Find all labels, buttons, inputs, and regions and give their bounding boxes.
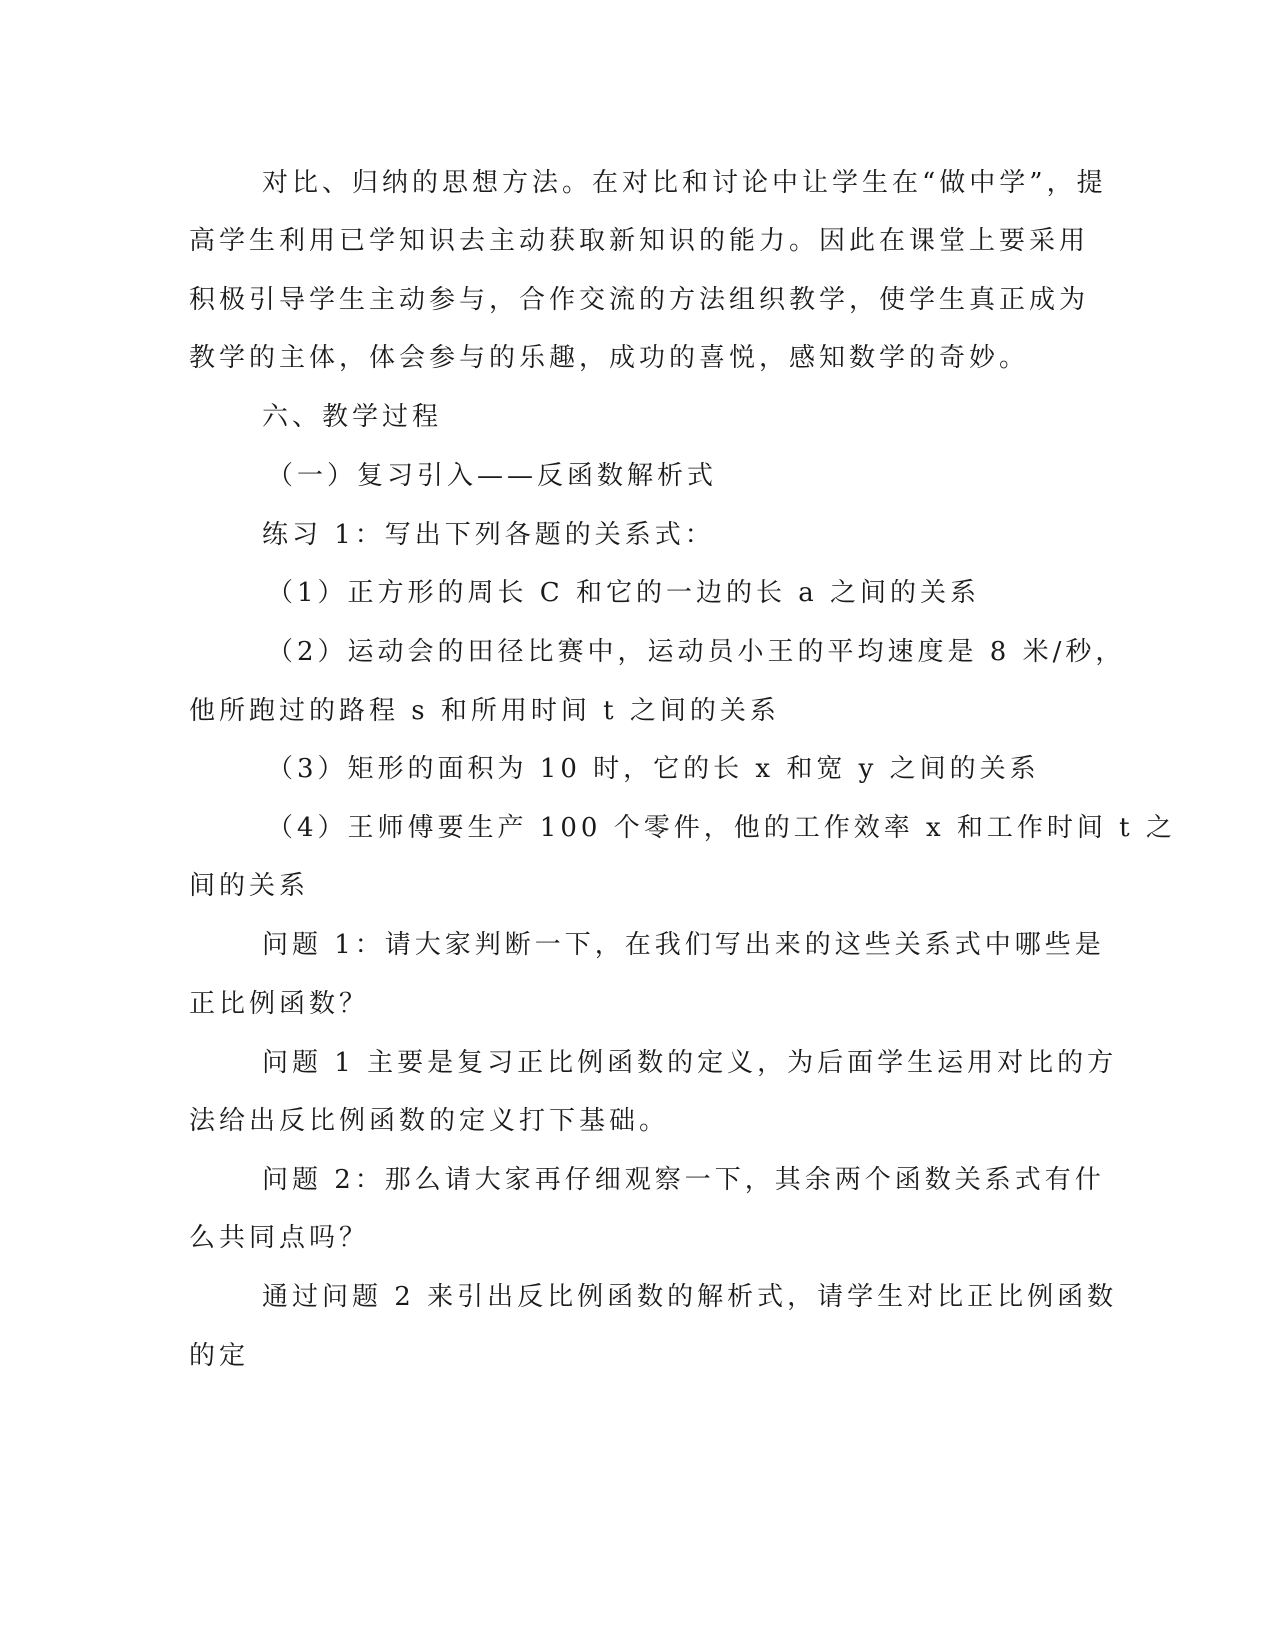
text-line: 么共同点吗？ <box>189 1223 370 1253</box>
question-text: 问题 1：请大家判断一下，在我们写出来的这些关系式中哪些是 <box>262 930 1105 960</box>
exercise-title: 练习 1：写出下列各题的关系式： <box>262 520 715 550</box>
exercise-item: （3）矩形的面积为 10 时，它的长 x 和宽 y 之间的关系 <box>267 754 1040 784</box>
text-line: 教学的主体，体会参与的乐趣，成功的喜悦，感知数学的奇妙。 <box>189 343 1030 373</box>
text-line: 正比例函数？ <box>189 989 370 1019</box>
exercise-item: （2）运动会的田径比赛中，运动员小王的平均速度是 8 米/秒， <box>267 637 1126 667</box>
explanation-text: 问题 1 主要是复习正比例函数的定义，为后面学生运用对比的方 <box>262 1048 1118 1078</box>
text-line: 法给出反比例函数的定义打下基础。 <box>189 1106 670 1136</box>
exercise-item: （1）正方形的周长 C 和它的一边的长 a 之间的关系 <box>267 578 980 608</box>
text-line: 的定 <box>189 1341 250 1371</box>
explanation-text: 通过问题 2 来引出反比例函数的解析式，请学生对比正比例函数 <box>262 1282 1118 1312</box>
text-line: 积极引导学生主动参与，合作交流的方法组织教学，使学生真正成为 <box>189 285 1090 315</box>
subsection-heading: （一）复习引入——反函数解析式 <box>267 461 718 491</box>
question-text: 问题 2：那么请大家再仔细观察一下，其余两个函数关系式有什 <box>262 1165 1105 1195</box>
text-line: 高学生利用已学知识去主动获取新知识的能力。因此在课堂上要采用 <box>189 226 1090 256</box>
section-heading: 六、教学过程 <box>262 402 443 432</box>
text-line: 他所跑过的路程 s 和所用时间 t 之间的关系 <box>189 696 780 726</box>
text-line: 间的关系 <box>189 871 310 901</box>
exercise-item: （4）王师傅要生产 100 个零件，他的工作效率 x 和工作时间 t 之 <box>267 813 1176 843</box>
text-line: 对比、归纳的思想方法。在对比和讨论中让学生在“做中学”，提 <box>262 168 1107 198</box>
